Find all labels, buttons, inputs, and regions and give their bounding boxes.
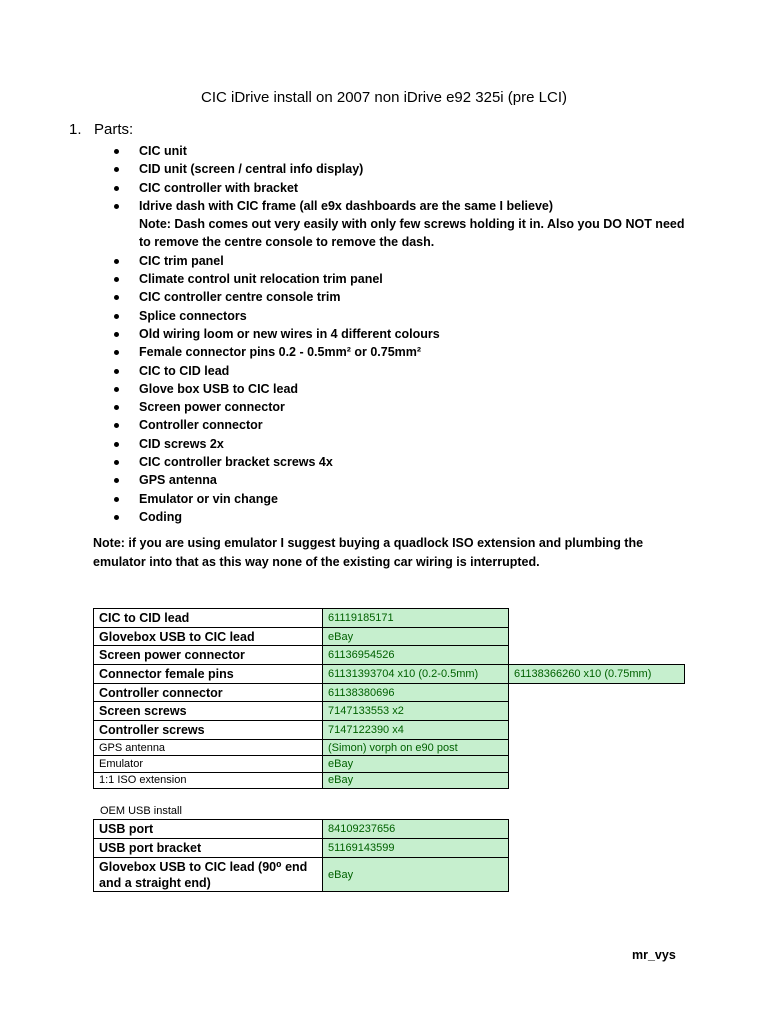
part-number: 61119185171 xyxy=(323,609,509,628)
part-number: 61131393704 x10 (0.2-0.5mm) xyxy=(323,665,509,684)
part-number: 7147122390 x4 xyxy=(323,721,509,740)
section-label: Parts: xyxy=(94,121,134,138)
table-row xyxy=(94,683,685,702)
table-row xyxy=(94,721,685,740)
list-item: CIC unit xyxy=(112,142,692,160)
table-row xyxy=(94,772,685,788)
table-row xyxy=(94,820,509,839)
page-title: CIC iDrive install on 2007 non iDrive e92 325i (pre LCI) xyxy=(200,89,567,106)
part-number: eBay xyxy=(323,756,509,772)
section-number: 1. xyxy=(69,121,82,138)
part-number: 51169143599 xyxy=(323,839,509,858)
table-row xyxy=(94,739,685,755)
list-item: Emulator or vin change xyxy=(112,490,692,508)
row-label: Glovebox USB to CIC lead (90⁰ end and a straight end) xyxy=(94,858,323,892)
list-item: CID unit (screen / central info display) xyxy=(112,160,692,178)
parts-table xyxy=(93,608,685,789)
oem-usb-label: OEM USB install xyxy=(100,805,182,817)
list-item: CIC controller centre console trim xyxy=(112,288,692,306)
part-number: eBay xyxy=(323,627,509,646)
bullet-icon xyxy=(114,204,119,209)
bullet-icon xyxy=(114,314,119,319)
bullet-icon xyxy=(114,350,119,355)
emulator-note: Note: if you are using emulator I suggest buying a quadlock ISO extension and plumbing the emulator into that as this way none of the existing car wiring is interrupted. xyxy=(93,536,644,569)
table-row xyxy=(94,609,685,628)
row-label: Emulator xyxy=(94,756,323,772)
bullet-icon xyxy=(114,497,119,502)
part-number: 61136954526 xyxy=(323,646,509,665)
bullet-icon xyxy=(114,295,119,300)
row-label: CIC to CID lead xyxy=(94,609,323,628)
row-label: Screen screws xyxy=(94,702,323,721)
list-item: CIC trim panel xyxy=(112,252,692,270)
author-signature: mr_vys xyxy=(632,948,676,962)
list-item: CIC to CID lead xyxy=(112,362,692,380)
table-row xyxy=(94,646,685,665)
list-item: Coding xyxy=(112,508,692,526)
table-row xyxy=(94,702,685,721)
list-item: Climate control unit relocation trim panel xyxy=(112,270,692,288)
table-row xyxy=(94,839,509,858)
dash-note: Note: Dash comes out very easily with only few screws holding it in. Also you DO NOT need to remove the centre console to remove the dash. xyxy=(139,217,685,250)
parts-list xyxy=(112,142,692,526)
bullet-icon xyxy=(114,369,119,374)
bullet-icon xyxy=(114,515,119,520)
list-item: Female connector pins 0.2 - 0.5mm² or 0.75mm² xyxy=(112,343,692,361)
list-item: Old wiring loom or new wires in 4 different colours xyxy=(112,325,692,343)
bullet-icon xyxy=(114,332,119,337)
bullet-icon xyxy=(114,259,119,264)
bullet-icon xyxy=(114,387,119,392)
list-item: Glove box USB to CIC lead xyxy=(112,380,692,398)
bullet-icon xyxy=(114,405,119,410)
part-number: 84109237656 xyxy=(323,820,509,839)
row-label: Screen power connector xyxy=(94,646,323,665)
row-label: Glovebox USB to CIC lead xyxy=(94,627,323,646)
oem-usb-table xyxy=(93,819,509,892)
part-number: (Simon) vorph on e90 post xyxy=(323,739,509,755)
list-item: Screen power connector xyxy=(112,398,692,416)
part-number-alt: 61138366260 x10 (0.75mm) xyxy=(509,665,685,684)
part-number: eBay xyxy=(323,772,509,788)
row-label: USB port bracket xyxy=(94,839,323,858)
bullet-icon xyxy=(114,277,119,282)
row-label: Connector female pins xyxy=(94,665,323,684)
list-item: Idrive dash with CIC frame (all e9x dashboards are the same I believe) Note: Dash comes out very easily with only few screws holding it in. Also you DO NOT need to remove the centre console to remove the dash. xyxy=(112,197,692,252)
row-label: GPS antenna xyxy=(94,739,323,755)
bullet-icon xyxy=(114,149,119,154)
section-heading xyxy=(69,121,133,138)
bullet-icon xyxy=(114,186,119,191)
bullet-icon xyxy=(114,460,119,465)
bullet-icon xyxy=(114,167,119,172)
row-label: Controller connector xyxy=(94,683,323,702)
bullet-icon xyxy=(114,423,119,428)
part-number: 61138380696 xyxy=(323,683,509,702)
list-item: GPS antenna xyxy=(112,471,692,489)
part-number: eBay xyxy=(323,858,509,892)
list-item: CIC controller bracket screws 4x xyxy=(112,453,692,471)
list-item: Controller connector xyxy=(112,416,692,434)
bullet-icon xyxy=(114,478,119,483)
row-label: Controller screws xyxy=(94,721,323,740)
list-item: Splice connectors xyxy=(112,307,692,325)
table-row xyxy=(94,858,509,892)
list-item: CIC controller with bracket xyxy=(112,179,692,197)
row-label: 1:1 ISO extension xyxy=(94,772,323,788)
bullet-icon xyxy=(114,442,119,447)
list-item: CID screws 2x xyxy=(112,435,692,453)
table-row xyxy=(94,756,685,772)
table-row xyxy=(94,665,685,684)
row-label: USB port xyxy=(94,820,323,839)
table-row xyxy=(94,627,685,646)
part-number: 7147133553 x2 xyxy=(323,702,509,721)
